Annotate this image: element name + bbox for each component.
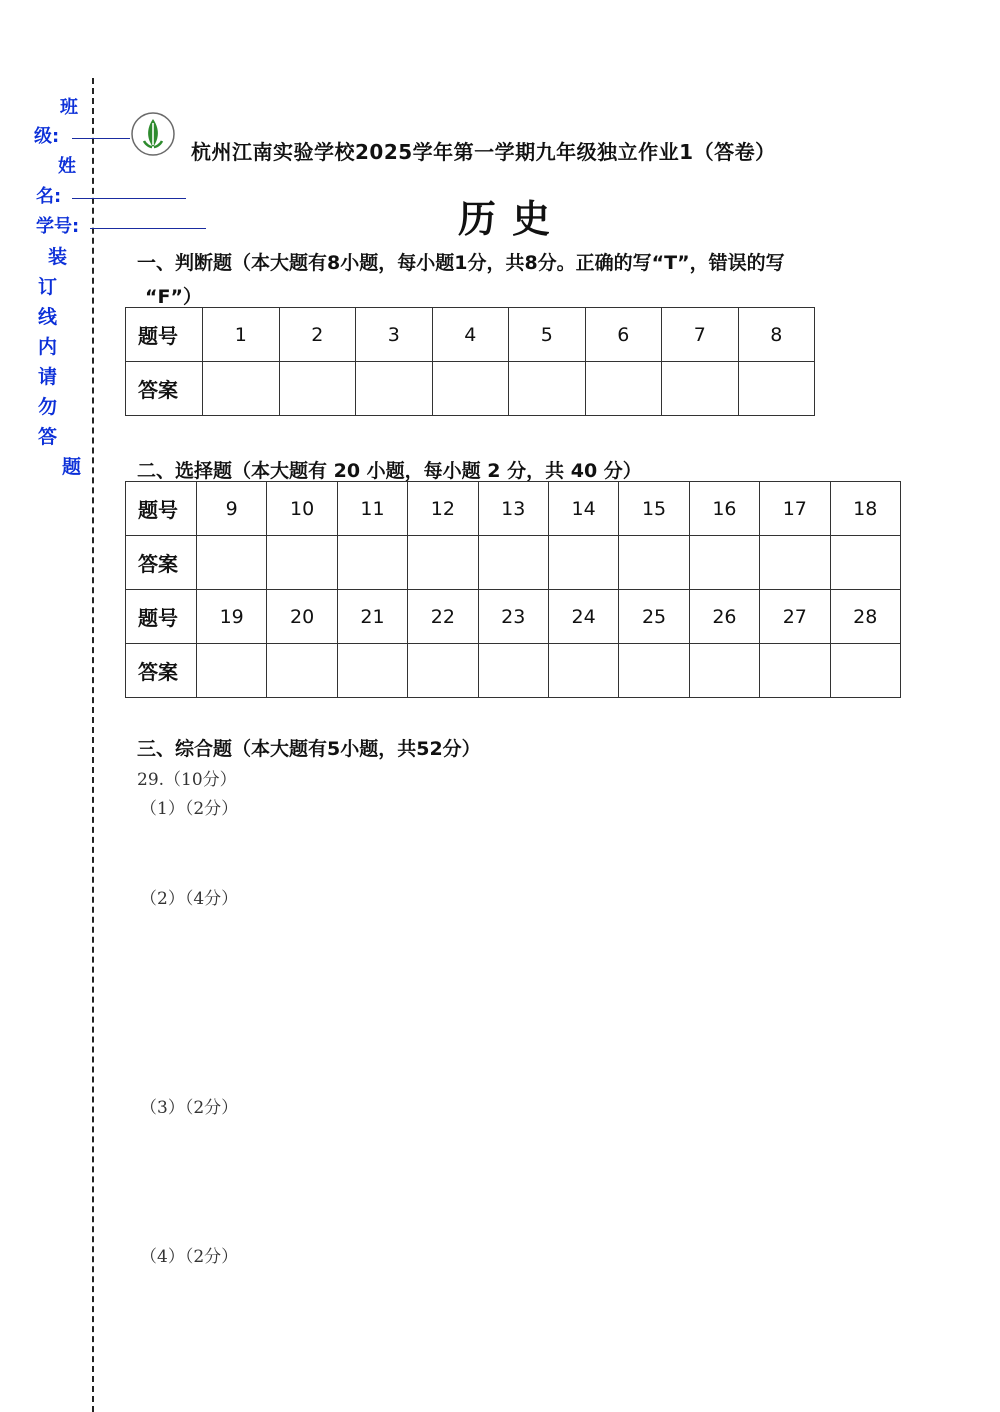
question-number: 12: [408, 482, 478, 536]
question-number: 25: [619, 590, 689, 644]
question-number: 20: [267, 590, 337, 644]
question-number: 11: [337, 482, 407, 536]
question-number: 18: [830, 482, 900, 536]
answer-cell[interactable]: [478, 644, 548, 698]
answer-cell[interactable]: [738, 362, 815, 416]
answer-cell[interactable]: [689, 644, 759, 698]
answer-cell[interactable]: [585, 362, 662, 416]
question-29-label: 29.（10分）: [137, 770, 237, 790]
answer-cell[interactable]: [408, 536, 478, 590]
question-number: 26: [689, 590, 759, 644]
question-part-label: （4）（2分）: [140, 1247, 239, 1267]
answer-cell[interactable]: [197, 536, 267, 590]
question-number: 16: [689, 482, 759, 536]
section3-title: 三、综合题（本大题有5小题，共52分）: [137, 738, 481, 760]
answer-cell[interactable]: [337, 536, 407, 590]
binding-dashed-line: [92, 78, 94, 1412]
notice-char: 线: [38, 306, 58, 328]
question-part-label: （2）（4分）: [140, 889, 239, 909]
question-number: 24: [548, 590, 618, 644]
answer-cell[interactable]: [279, 362, 356, 416]
answer-cell[interactable]: [662, 362, 739, 416]
class-label-1: 班: [60, 97, 78, 118]
row-label-number: 题号: [126, 590, 197, 644]
notice-char: 勿: [38, 396, 58, 418]
school-title: 杭州江南实验学校2025学年第一学期九年级独立作业1（答卷）: [191, 140, 776, 164]
answer-cell[interactable]: [830, 644, 900, 698]
answer-cell[interactable]: [619, 644, 689, 698]
answer-cell[interactable]: [760, 644, 830, 698]
answer-cell[interactable]: [478, 536, 548, 590]
notice-char: 答: [38, 426, 58, 448]
question-number: 10: [267, 482, 337, 536]
question-number: 19: [197, 590, 267, 644]
question-number: 27: [760, 590, 830, 644]
question-number: 22: [408, 590, 478, 644]
student-id-label: 学号:: [36, 216, 80, 237]
answer-cell[interactable]: [619, 536, 689, 590]
row-label-answer: 答案: [126, 536, 197, 590]
question-number: 2: [279, 308, 356, 362]
answer-cell[interactable]: [760, 536, 830, 590]
row-label-answer: 答案: [126, 362, 203, 416]
answer-cell[interactable]: [267, 536, 337, 590]
answer-cell[interactable]: [337, 644, 407, 698]
answer-cell[interactable]: [197, 644, 267, 698]
name-label-1: 姓: [58, 156, 76, 177]
question-number: 8: [738, 308, 815, 362]
choice-answer-table: [125, 481, 901, 698]
answer-cell[interactable]: [548, 644, 618, 698]
answer-cell[interactable]: [509, 362, 586, 416]
question-number: 14: [548, 482, 618, 536]
question-number: 9: [197, 482, 267, 536]
question-number: 28: [830, 590, 900, 644]
section1-title: 一、判断题（本大题有8小题，每小题1分，共8分。正确的写“T”，错误的写: [137, 252, 785, 274]
question-number: 4: [432, 308, 509, 362]
question-number: 3: [356, 308, 433, 362]
answer-cell[interactable]: [689, 536, 759, 590]
class-label-2: 级:: [34, 126, 60, 147]
notice-char: 题: [62, 456, 82, 478]
notice-char: 请: [38, 366, 58, 388]
answer-cell[interactable]: [356, 362, 433, 416]
answer-cell[interactable]: [548, 536, 618, 590]
question-number: 17: [760, 482, 830, 536]
subject-title: 历史: [457, 196, 566, 241]
answer-cell[interactable]: [408, 644, 478, 698]
answer-cell[interactable]: [203, 362, 280, 416]
question-number: 1: [203, 308, 280, 362]
question-part-label: （3）（2分）: [140, 1098, 239, 1118]
question-part-label: （1）（2分）: [140, 799, 239, 819]
judgement-answer-table: [125, 307, 815, 416]
question-number: 23: [478, 590, 548, 644]
answer-cell[interactable]: [267, 644, 337, 698]
notice-char: 订: [38, 276, 58, 298]
row-label-number: 题号: [126, 308, 203, 362]
name-label-2: 名:: [36, 186, 62, 207]
section1-title-cont: “F”）: [145, 286, 202, 308]
question-number: 15: [619, 482, 689, 536]
question-number: 7: [662, 308, 739, 362]
question-number: 6: [585, 308, 662, 362]
row-label-number: 题号: [126, 482, 197, 536]
notice-char: 装: [48, 246, 68, 268]
school-logo: [130, 111, 176, 157]
notice-char: 内: [38, 336, 58, 358]
question-number: 21: [337, 590, 407, 644]
answer-cell[interactable]: [432, 362, 509, 416]
question-number: 5: [509, 308, 586, 362]
answer-cell[interactable]: [830, 536, 900, 590]
section2-title: 二、选择题（本大题有 20 小题，每小题 2 分，共 40 分）: [137, 460, 642, 482]
row-label-answer: 答案: [126, 644, 197, 698]
class-field[interactable]: [72, 138, 130, 139]
question-number: 13: [478, 482, 548, 536]
